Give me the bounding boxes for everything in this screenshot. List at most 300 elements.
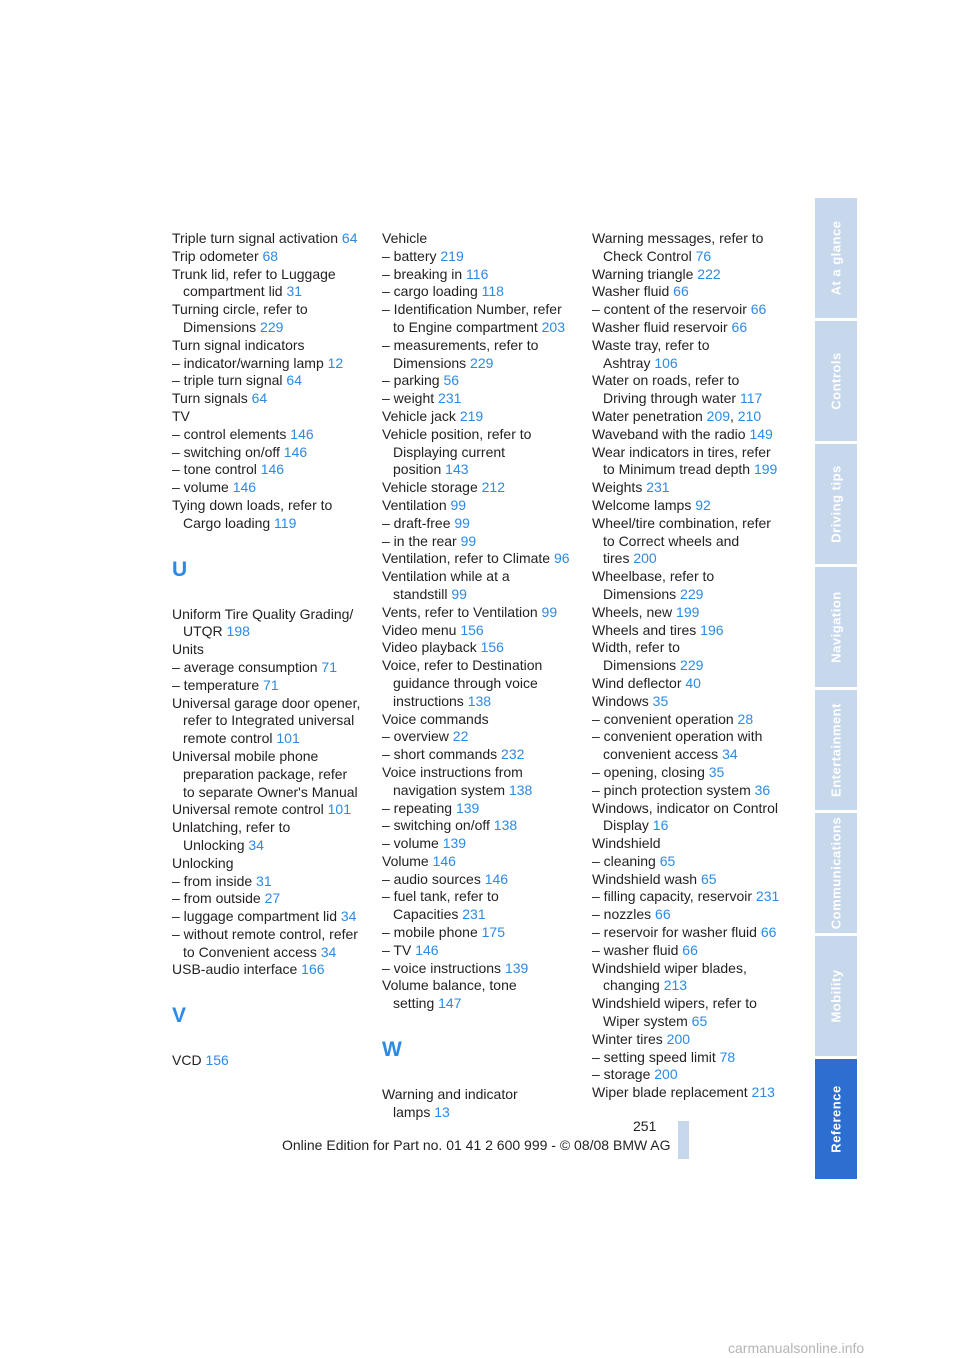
index-entry [592, 444, 792, 480]
entry-text: preparation package, refer [183, 765, 348, 782]
page-link[interactable]: 65 [697, 870, 717, 887]
page-link[interactable]: 139 [438, 835, 467, 852]
chapter-tab-controls[interactable] [815, 321, 857, 441]
section-letter: W [382, 1038, 402, 1062]
page-link[interactable]: 229 [676, 657, 704, 674]
edition-footer: Online Edition for Part no. 01 41 2 600 999 - © 08/08 BMW AG [282, 1137, 671, 1153]
page-link[interactable]: 99 [537, 603, 558, 620]
page-link[interactable]: 229 [466, 354, 494, 371]
page-link[interactable]: 64 [247, 390, 268, 407]
page-link[interactable]: 31 [282, 283, 303, 300]
entry-text: – content of the reservoir [592, 301, 747, 318]
entry-text: Waveband with the radio [592, 425, 746, 442]
page-number-bar [678, 1121, 689, 1159]
page-link[interactable]: 143 [441, 461, 469, 478]
page-link[interactable]: 138 [463, 692, 492, 709]
entry-text: – pinch protection system [592, 781, 751, 798]
index-entry [382, 515, 582, 533]
entry-text: Wheel/tire combination, refer [592, 514, 771, 531]
index-entry [592, 995, 792, 1031]
entry-text: convenient access [603, 746, 719, 763]
index-entry [172, 266, 372, 302]
page-link[interactable]: 66 [669, 283, 689, 300]
page-link[interactable]: 34 [337, 908, 357, 925]
page-link[interactable]: 219 [455, 407, 484, 424]
index-entry [592, 924, 792, 942]
entry-text: – volume [382, 835, 439, 852]
index-entry [172, 444, 372, 462]
entry-text: Volume [382, 852, 429, 869]
page-link[interactable]: 199 [672, 603, 700, 620]
entry-text: – reservoir for washer fluid [592, 924, 757, 941]
entry-text: – mobile phone [382, 924, 478, 941]
index-entry [172, 606, 372, 642]
entry-text: – cleaning [592, 852, 656, 869]
page-link[interactable]: 138 [489, 817, 518, 834]
page-link[interactable]: 196 [696, 621, 724, 638]
page-link[interactable]: 106 [650, 354, 678, 371]
page-link[interactable]: 231 [458, 906, 486, 923]
page-number: 251 [633, 1118, 657, 1134]
page-link[interactable]: 13 [430, 1103, 450, 1120]
index-entry [382, 248, 582, 266]
page-link[interactable]: 139 [501, 959, 529, 976]
entry-text: – opening, closing [592, 763, 705, 780]
entry-text: Volume balance, tone [382, 977, 517, 994]
chapter-tab-label: Reference [828, 1085, 844, 1153]
page-link[interactable]: 149 [745, 425, 773, 442]
entry-text: – filling capacity, reservoir [592, 888, 753, 905]
index-entry [172, 372, 372, 390]
entry-text: to Convenient access [183, 943, 317, 960]
index-entry [382, 639, 582, 657]
entry-text: Vehicle storage [382, 479, 478, 496]
entry-text: Dimensions [603, 657, 677, 674]
index-entry [382, 977, 582, 1013]
entry-text: – tone control [172, 461, 257, 478]
entry-text: Driving through water [603, 390, 737, 407]
entry-text: Ventilation [382, 496, 447, 513]
page-link[interactable]: 116 [462, 265, 489, 282]
entry-text: refer to Integrated universal [183, 712, 355, 729]
entry-text: – overview [382, 728, 449, 745]
entry-text: Voice commands [382, 710, 489, 727]
entry-text: – cargo loading [382, 283, 478, 300]
entry-text: – volume [172, 479, 229, 496]
page-link[interactable]: 212 [477, 479, 505, 496]
entry-text: Cargo loading [183, 514, 271, 531]
entry-text: – without remote control, refer [172, 925, 358, 942]
page-link[interactable]: 209 [702, 407, 731, 424]
page-link[interactable]: 117 [736, 390, 763, 407]
page-link[interactable]: 229 [676, 585, 704, 602]
page-link[interactable]: 35 [648, 692, 669, 709]
index-column-3 [592, 230, 792, 1102]
index-entry [592, 497, 792, 515]
entry-text: – indicator/warning lamp [172, 354, 324, 371]
entry-text: Warning triangle [592, 265, 694, 282]
index-entry [172, 408, 372, 426]
page-link[interactable]: 118 [477, 283, 504, 300]
entry-text: Water on roads, refer to [592, 372, 740, 389]
entry-text: Washer fluid [592, 283, 670, 300]
page-link[interactable]: 101 [323, 801, 351, 818]
page-link[interactable]: 34 [316, 943, 337, 960]
index-entry [382, 283, 582, 301]
page-link[interactable]: 138 [505, 781, 533, 798]
page-link[interactable]: 22 [448, 728, 469, 745]
index-entry [172, 355, 372, 373]
watermark: carmanualsonline.info [728, 1340, 865, 1356]
index-entry [382, 390, 582, 408]
entry-text: Trunk lid, refer to Luggage [172, 265, 336, 282]
page-link[interactable]: 200 [662, 1030, 691, 1047]
entry-text: – in the rear [382, 532, 457, 549]
entry-text: – from inside [172, 872, 253, 889]
page-link[interactable]: 146 [480, 870, 509, 887]
entry-text: Uniform Tire Quality Grading/ [172, 605, 354, 622]
index-entry [592, 871, 792, 889]
entry-text: instructions [393, 692, 464, 709]
chapter-tab-navigation[interactable] [815, 567, 857, 687]
page-link[interactable]: 35 [704, 763, 725, 780]
entry-text: Universal garage door opener, [172, 694, 361, 711]
index-entry [172, 926, 372, 962]
entry-text: setting [393, 995, 435, 1012]
entry-text: changing [603, 977, 660, 994]
page-link[interactable]: 56 [439, 372, 460, 389]
chapter-tab-label: Communications [828, 816, 844, 930]
index-entry [382, 711, 582, 729]
index-entry [592, 942, 792, 960]
index-entry [172, 961, 372, 979]
entry-text: – short commands [382, 746, 498, 763]
page-link[interactable]: 66 [746, 301, 767, 318]
entry-text: Wheels, new [592, 603, 673, 620]
entry-text: guidance through voice [393, 674, 538, 691]
index-entry [592, 764, 792, 782]
page-link[interactable]: 99 [446, 496, 467, 513]
index-entry [592, 960, 792, 996]
index-entry [382, 888, 582, 924]
entry-text: Wind deflector [592, 674, 682, 691]
chapter-tab-reference[interactable] [815, 1059, 857, 1179]
page-link[interactable]: 66 [651, 906, 671, 923]
index-entry [592, 1084, 792, 1102]
entry-text: Windshield wiper blades, [592, 959, 747, 976]
page-link[interactable]: 139 [452, 799, 480, 816]
entry-text: Weights [592, 479, 643, 496]
entry-text: – convenient operation [592, 710, 734, 727]
entry-text: Voice instructions from [382, 763, 523, 780]
page-link[interactable]: 232 [497, 746, 525, 763]
index-entry [592, 800, 792, 836]
entry-text: TV [172, 407, 190, 424]
page-link[interactable]: 101 [272, 730, 300, 747]
index-entry [592, 1031, 792, 1049]
entry-text: Tying down loads, refer to [172, 496, 333, 513]
entry-text: Wiper blade replacement [592, 1084, 748, 1101]
chapter-tab-label: Driving tips [828, 465, 844, 543]
entry-text: Washer fluid reservoir [592, 318, 728, 335]
chapter-tab-at-a-glance[interactable] [815, 198, 857, 318]
page-link[interactable]: 231 [752, 888, 780, 905]
entry-text: Vehicle position, refer to [382, 425, 532, 442]
entry-text: – repeating [382, 799, 453, 816]
index-entry [592, 1066, 792, 1084]
entry-text: Displaying current [393, 443, 506, 460]
entry-text: Dimensions [393, 354, 467, 371]
entry-text: Turn signals [172, 390, 248, 407]
page-link[interactable]: 12 [323, 354, 344, 371]
entry-text: Dimensions [603, 585, 677, 602]
page-link[interactable]: 147 [434, 995, 462, 1012]
index-entry [172, 890, 372, 908]
entry-text: – washer fluid [592, 941, 679, 958]
index-entry [172, 337, 372, 355]
page-link[interactable]: 76 [691, 247, 712, 264]
index-entry [382, 924, 582, 942]
index-entry [382, 764, 582, 800]
entry-text: Turn signal indicators [172, 336, 305, 353]
page-link[interactable]: 231 [434, 390, 462, 407]
page-link[interactable]: 34 [244, 836, 264, 853]
chapter-tab-communications[interactable] [815, 813, 857, 933]
index-column-2 [382, 230, 582, 1122]
index-entry [592, 319, 792, 337]
entry-text: Unlatching, refer to [172, 819, 291, 836]
entry-text: Vehicle jack [382, 407, 456, 424]
page-link[interactable]: 99 [450, 514, 470, 531]
entry-text: lamps [393, 1103, 431, 1120]
index-entry [382, 1086, 582, 1122]
entry-text: Wiper system [603, 1013, 688, 1030]
entry-text: – triple turn signal [172, 372, 283, 389]
index-entry [172, 659, 372, 677]
entry-text: Universal mobile phone [172, 747, 319, 764]
index-entry [382, 533, 582, 551]
entry-text: – draft-free [382, 514, 451, 531]
entry-text: Welcome lamps [592, 496, 692, 513]
page-link[interactable]: 156 [456, 621, 484, 638]
chapter-tab-label: At a glance [828, 220, 844, 296]
entry-text: to separate Owner's Manual [183, 783, 358, 800]
index-entry [172, 479, 372, 497]
chapter-tab-label: Entertainment [828, 703, 844, 797]
entry-text: Turning circle, refer to [172, 301, 308, 318]
entry-text: Wheels and tires [592, 621, 697, 638]
page-link[interactable]: 175 [477, 924, 505, 941]
index-entry [172, 497, 372, 533]
index-entry [592, 301, 792, 319]
entry-text: UTQR [183, 623, 223, 640]
page-link[interactable]: 199 [750, 461, 778, 478]
index-entry [382, 301, 582, 337]
entry-text: Display [603, 817, 649, 834]
index-entry [592, 853, 792, 871]
page-link[interactable]: 200 [629, 550, 657, 567]
page-link[interactable]: 66 [756, 924, 777, 941]
index-entry [592, 568, 792, 604]
page-link[interactable]: 222 [693, 265, 721, 282]
entry-text: Water penetration [592, 407, 703, 424]
chapter-tab-driving-tips[interactable] [815, 444, 857, 564]
entry-text: – battery [382, 247, 437, 264]
entry-text: Windshield wipers, refer to [592, 995, 757, 1012]
page-link[interactable]: 146 [228, 479, 257, 496]
page-link[interactable]: 71 [317, 658, 338, 675]
entry-text: Ventilation, refer to Climate [382, 550, 551, 567]
index-entry [382, 372, 582, 390]
page-link[interactable]: 64 [282, 372, 302, 389]
entry-text: Warning messages, refer to [592, 230, 764, 246]
index-entry [592, 604, 792, 622]
index-entry [592, 479, 792, 497]
index-entry [382, 657, 582, 710]
entry-text: compartment lid [183, 283, 283, 300]
page-link[interactable]: 198 [222, 623, 250, 640]
entry-text: – measurements, refer to [382, 336, 539, 353]
page-link[interactable]: 28 [733, 710, 754, 727]
page-link[interactable]: 65 [655, 852, 676, 869]
entry-text: Winter tires [592, 1030, 663, 1047]
index-entry [382, 337, 582, 373]
page-link[interactable]: 219 [436, 247, 464, 264]
entry-text: – temperature [172, 676, 260, 693]
index-entry [172, 461, 372, 479]
chapter-tab-mobility[interactable] [815, 936, 857, 1056]
index-entry [592, 675, 792, 693]
entry-text: to Correct wheels and [603, 532, 740, 549]
page-link[interactable]: 96 [550, 550, 570, 567]
index-entry [172, 695, 372, 748]
index-entry [172, 426, 372, 444]
entry-text: – TV [382, 941, 412, 958]
page-link[interactable]: 146 [428, 852, 456, 869]
entry-text: Trip odometer [172, 247, 259, 264]
page-link[interactable]: 36 [750, 781, 771, 798]
index-entry [382, 266, 582, 284]
index-entry [172, 301, 372, 337]
page-link[interactable]: 146 [286, 425, 314, 442]
entry-text: Windshield [592, 835, 661, 852]
index-entry [592, 266, 792, 284]
page-link[interactable]: 40 [681, 674, 701, 691]
page-link[interactable]: 66 [727, 318, 748, 335]
page-link[interactable]: 156 [201, 1052, 229, 1069]
entry-text: Vents, refer to Ventilation [382, 603, 538, 620]
entry-text: Windshield wash [592, 870, 698, 887]
page-link[interactable]: 200 [650, 1066, 678, 1083]
entry-text: – nozzles [592, 906, 652, 923]
index-entry [382, 817, 582, 835]
entry-text: navigation system [393, 781, 506, 798]
entry-text: – switching on/off [382, 817, 490, 834]
page-link[interactable]: 166 [297, 961, 325, 978]
index-entry [592, 1049, 792, 1067]
page-link[interactable]: 146 [411, 941, 439, 958]
page-link[interactable]: 231 [642, 479, 670, 496]
index-entry [382, 853, 582, 871]
entry-text: – storage [592, 1066, 651, 1083]
page-link[interactable]: 34 [718, 746, 738, 763]
page-link[interactable]: 210 [733, 407, 762, 424]
index-entry [172, 855, 372, 873]
page-link[interactable]: 66 [678, 941, 698, 958]
index-entry [172, 873, 372, 891]
chapter-tab-entertainment[interactable] [815, 690, 857, 810]
entry-text: Ventilation while at a [382, 568, 510, 585]
entry-text: – convenient operation with [592, 728, 763, 745]
index-entry [592, 230, 792, 266]
entry-text: Wheelbase, refer to [592, 568, 715, 585]
entry-text: position [393, 461, 442, 478]
index-entry [382, 942, 582, 960]
index-entry [172, 641, 372, 659]
index-entry [172, 1052, 372, 1070]
index-entry [172, 801, 372, 819]
page-link[interactable]: 78 [715, 1048, 736, 1065]
page-link[interactable]: 229 [256, 318, 284, 335]
index-entry [382, 728, 582, 746]
page-link[interactable]: 68 [258, 247, 279, 264]
entry-text: – average consumption [172, 658, 318, 675]
index-entry [172, 748, 372, 801]
page-link[interactable]: 99 [447, 585, 467, 602]
entry-text: – breaking in [382, 265, 463, 282]
entry-text: USB-audio interface [172, 961, 298, 978]
entry-text: – control elements [172, 425, 287, 442]
index-entry [382, 800, 582, 818]
index-entry [172, 248, 372, 266]
index-entry [382, 408, 582, 426]
chapter-tab-label: Controls [828, 352, 844, 410]
chapter-tab-label: Mobility [828, 969, 844, 1023]
entry-text: – setting speed limit [592, 1048, 716, 1065]
index-entry [382, 426, 582, 479]
index-entry [592, 693, 792, 711]
entry-text: to Minimum tread depth [603, 461, 751, 478]
page-link[interactable]: 64 [338, 230, 358, 246]
page-link[interactable]: 99 [456, 532, 477, 549]
page-link[interactable]: 65 [687, 1013, 708, 1030]
index-entry [172, 390, 372, 408]
page-link[interactable]: 156 [476, 639, 504, 656]
page-link[interactable]: 92 [691, 496, 711, 513]
page-link[interactable]: 213 [747, 1084, 775, 1101]
page-link[interactable]: 203 [537, 318, 565, 335]
index-entry [382, 479, 582, 497]
page-link[interactable]: 146 [256, 461, 285, 478]
entry-text: standstill [393, 585, 448, 602]
page-link[interactable]: 71 [259, 676, 279, 693]
index-entry [172, 677, 372, 695]
index-entry [172, 908, 372, 926]
page-link[interactable]: 27 [260, 890, 281, 907]
entry-text: Unlocking [183, 836, 245, 853]
index-entry [592, 835, 792, 853]
page-link[interactable]: 119 [270, 514, 297, 531]
entry-text: Universal remote control [172, 801, 324, 818]
index-entry [382, 746, 582, 764]
page-link[interactable]: 16 [648, 817, 669, 834]
entry-text: – weight [382, 390, 435, 407]
index-entry [592, 782, 792, 800]
page-link[interactable]: 146 [279, 443, 308, 460]
entry-text: Windows [592, 692, 649, 709]
page-link[interactable]: 213 [659, 977, 688, 994]
page-link[interactable]: 31 [252, 872, 272, 889]
